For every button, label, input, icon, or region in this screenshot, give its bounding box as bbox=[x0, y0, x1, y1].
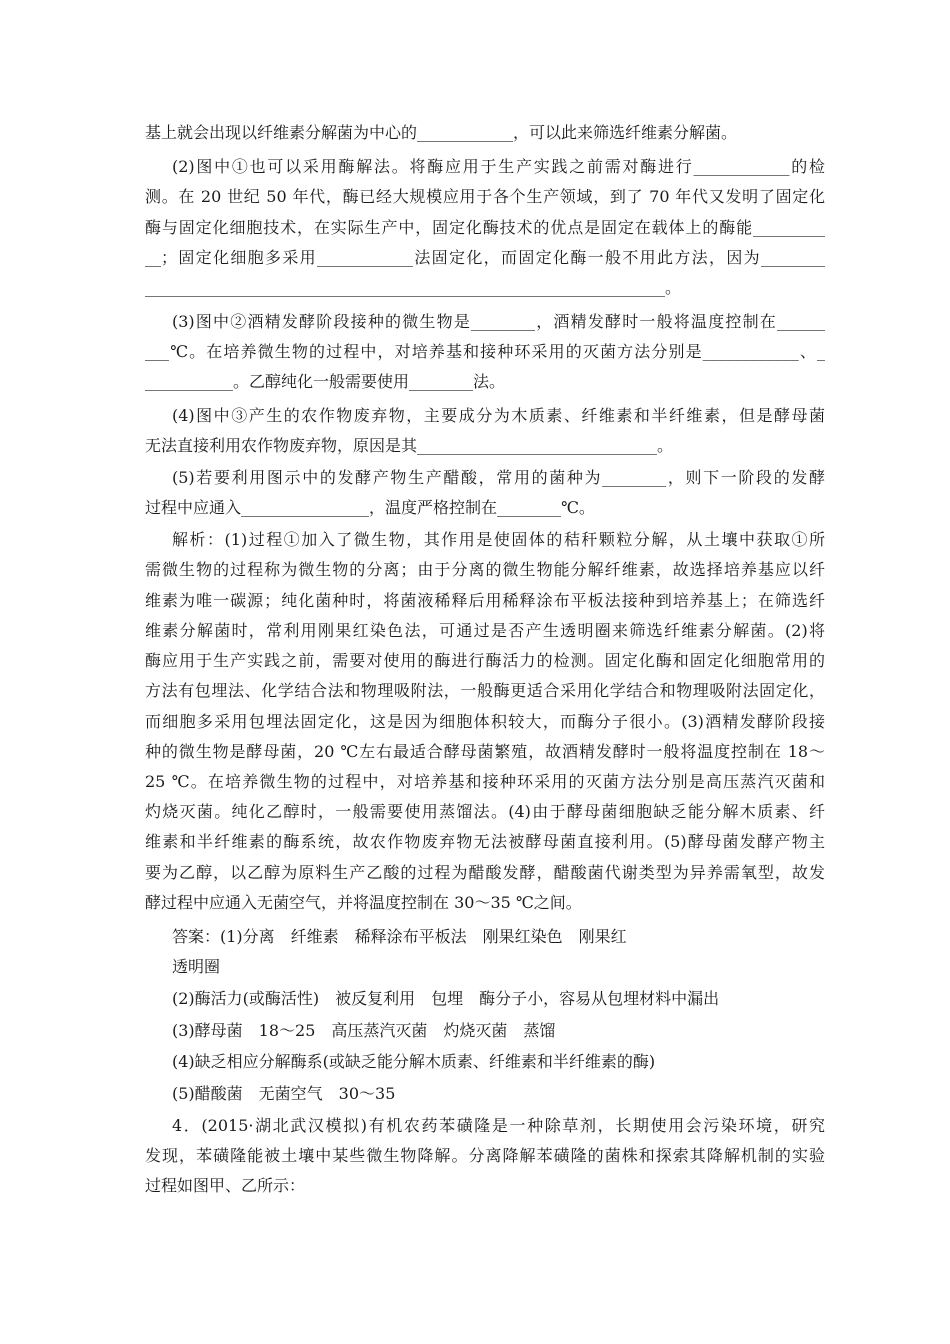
analysis-line: 而细胞多采用包埋法固定化，这是因为细胞体积较大，而酶分子很小。(3)酒精发酵阶段接 bbox=[145, 712, 825, 731]
answer-line: 答案：(1)分离 纤维素 稀释涂布平板法 刚果红染色 刚果红 bbox=[172, 927, 627, 946]
answer-line: 透明圈 bbox=[172, 957, 221, 976]
question-4-line: 发现，苯磺隆能被土壤中某些微生物降解。分离降解苯磺隆的菌株和探索其降解机制的实验 bbox=[145, 1146, 825, 1165]
question-4-line: 4．(2015·湖北武汉模拟)有机农药苯磺隆是一种除草剂，长期使用会污染环境，研究 bbox=[172, 1116, 825, 1135]
text-line: 无法直接利用农作物废弃物，原因是其______________________________。 bbox=[145, 436, 674, 455]
question-4-line: 过程如图甲、乙所示： bbox=[145, 1176, 306, 1195]
analysis-line: 解析：(1)过程①加入了微生物，其作用是使固体的秸秆颗粒分解，从土壤中获取①所 bbox=[172, 530, 825, 549]
analysis-line: 25 ℃。在培养微生物的过程中，对培养基和接种环采用的灭菌方法分别是高压蒸汽灭菌和 bbox=[145, 772, 825, 791]
text-line: 基上就会出现以纤维素分解菌为中心的____________，可以此来筛选纤维素分解菌。 bbox=[145, 123, 738, 142]
analysis-line: 维素和半纤维素的酶系统，故农作物废弃物无法被酵母菌直接利用。(5)酵母菌发酵产物主 bbox=[145, 832, 825, 851]
answer-line: (4)缺乏相应分解酶系(或缺乏能分解木质素、纤维素和半纤维素的酶) bbox=[172, 1052, 656, 1071]
text-line: _________________________________________________________________。 bbox=[145, 278, 681, 297]
analysis-line: 酵过程中应通入无菌空气，并将温度控制在 30～35 ℃之间。 bbox=[145, 893, 582, 912]
text-line: ___℃。在培养微生物的过程中，对培养基和接种环采用的灭菌方法分别是____________、_ bbox=[145, 342, 825, 361]
analysis-line: 需微生物的过程称为微生物的分离；由于分离的微生物能分解纤维素，故选择培养基应以纤 bbox=[145, 560, 825, 579]
text-line: 酶与固定化细胞技术，在实际生产中，固定化酶技术的优点是固定在载体上的酶能_________ bbox=[145, 218, 825, 237]
text-line: 过程中应通入________________，温度严格控制在________℃。 bbox=[145, 498, 595, 517]
analysis-line: 酶应用于生产实践之前，需要对使用的酶进行酶活力的检测。固定化酶和固定化细胞常用的 bbox=[145, 651, 825, 670]
text-line: (5)若要利用图示中的发酵产物生产醋酸，常用的菌种为________，则下一阶段的发酵 bbox=[172, 468, 825, 487]
text-line: 测。在 20 世纪 50 年代，酶已经大规模应用于各个生产领域，到了 70 年代又发明了固定化 bbox=[145, 187, 825, 206]
text-line: (4)图中③产生的农作物废弃物，主要成分为木质素、纤维素和半纤维素，但是酵母菌 bbox=[172, 406, 825, 425]
answer-line: (5)醋酸菌 无菌空气 30～35 bbox=[172, 1084, 396, 1103]
analysis-line: 维素为唯一碳源；纯化菌种时，将菌液稀释后用稀释涂布平板法接种到培养基上；在筛选纤 bbox=[145, 591, 825, 610]
analysis-line: 要为乙醇，以乙醇为原料生产乙酸的过程为醋酸发酵，醋酸菌代谢类型为异养需氧型，故发 bbox=[145, 863, 825, 882]
answer-line: (3)酵母菌 18～25 高压蒸汽灭菌 灼烧灭菌 蒸馏 bbox=[172, 1021, 556, 1040]
text-line: (3)图中②酒精发酵阶段接种的微生物是________，酒精发酵时一般将温度控制在______ bbox=[172, 312, 825, 331]
analysis-line: 种的微生物是酵母菌，20 ℃左右最适合酵母菌繁殖，故酒精发酵时一般将温度控制在 18～ bbox=[145, 742, 825, 761]
text-line: (2)图中①也可以采用酶解法。将酶应用于生产实践之前需对酶进行____________的检 bbox=[172, 157, 825, 176]
text-line: ___________。乙醇纯化一般需要使用________法。 bbox=[145, 372, 506, 391]
answer-line: (2)酶活力(或酶活性) 被反复利用 包埋 酶分子小，容易从包埋材料中漏出 bbox=[172, 989, 720, 1008]
analysis-line: 方法有包埋法、化学结合法和物理吸附法，一般酶更适合采用化学结合和物理吸附法固定化， bbox=[145, 681, 825, 700]
analysis-line: 维素分解菌时，常利用刚果红染色法，可通过是否产生透明圈来筛选纤维素分解菌。(2)将 bbox=[145, 621, 825, 640]
text-line: __；固定化细胞多采用____________法固定化，而固定化酶一般不用此方法，因为________ bbox=[145, 248, 825, 267]
analysis-line: 灼烧灭菌。纯化乙醇时，一般需要使用蒸馏法。(4)由于酵母菌细胞缺乏能分解木质素、纤 bbox=[145, 802, 825, 821]
